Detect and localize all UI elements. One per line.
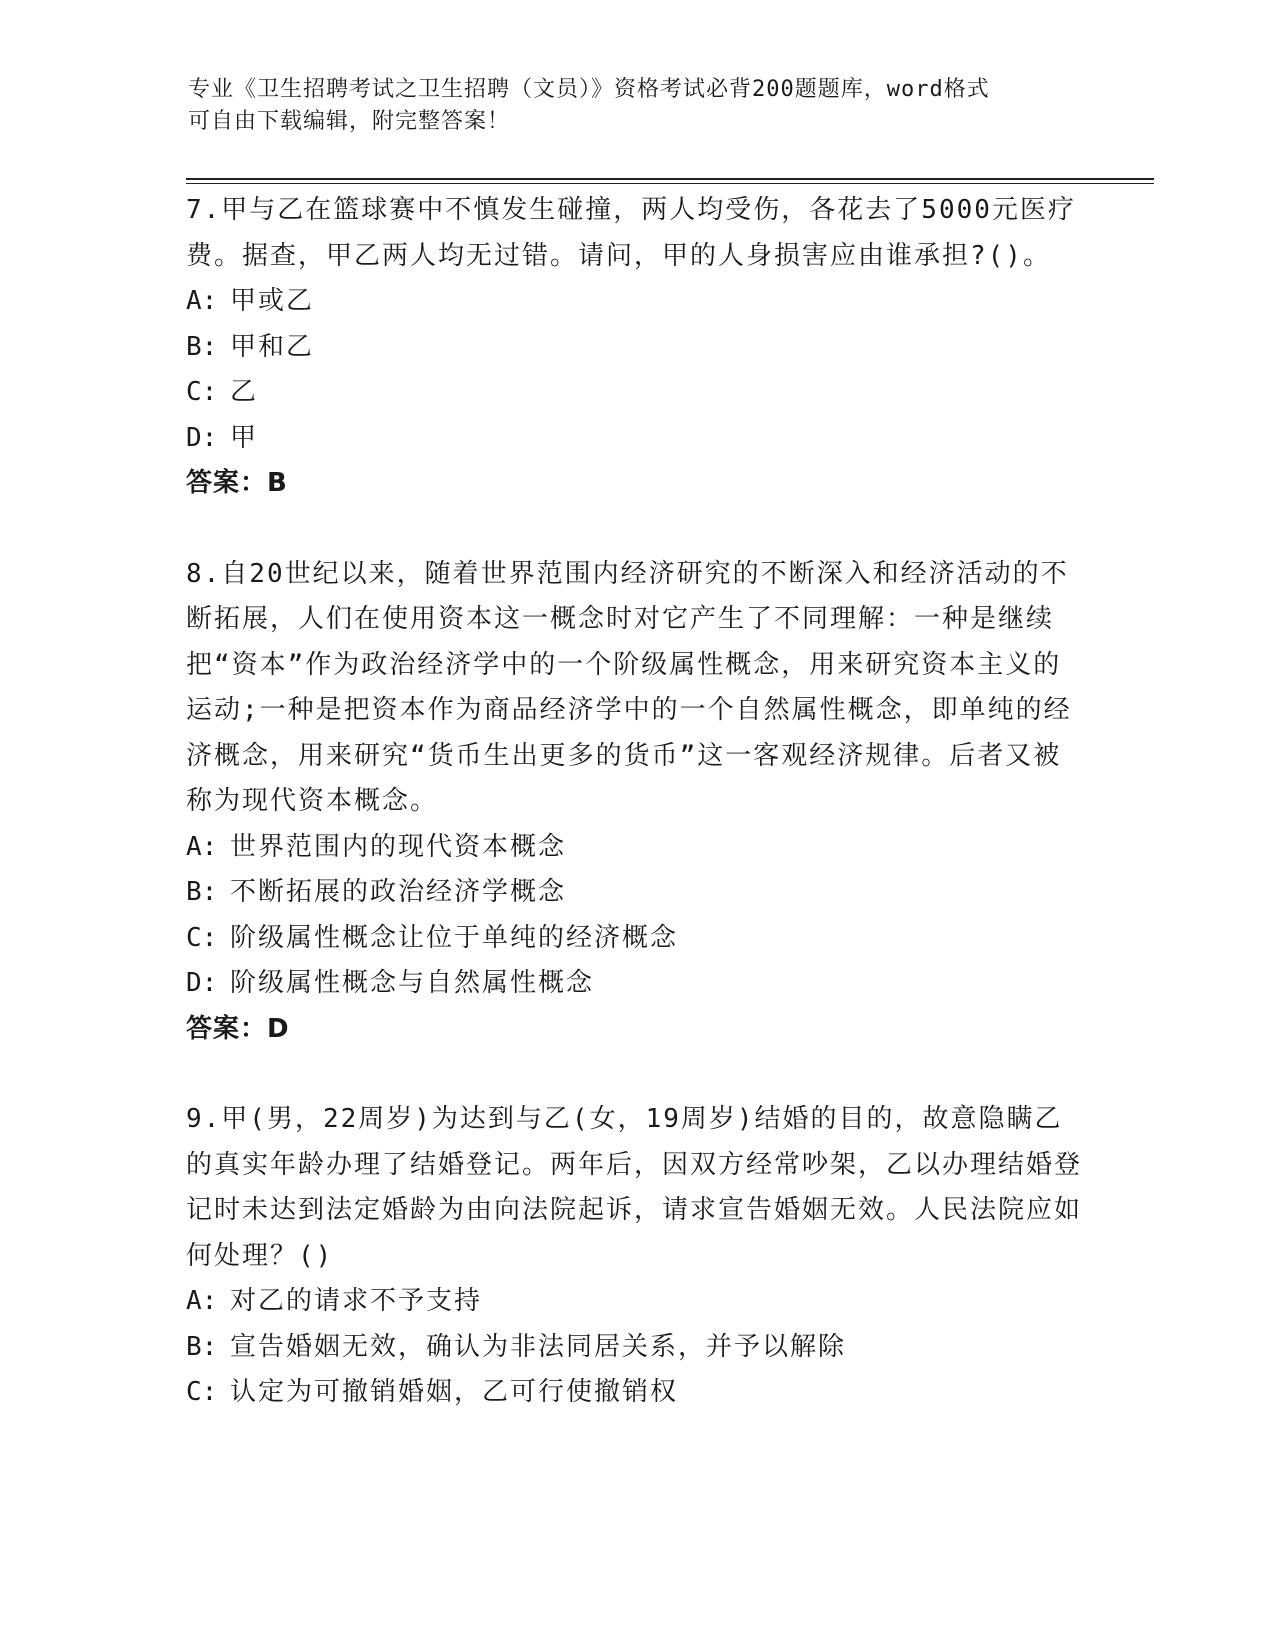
- option-key: A:: [186, 286, 218, 316]
- option-key: D:: [186, 968, 218, 998]
- question-list: [186, 188, 1086, 1416]
- option-text: 阶级属性概念与自然属性概念: [230, 968, 595, 998]
- answer-label: 答案：D: [186, 1013, 290, 1044]
- option-key: A:: [186, 831, 218, 862]
- option-b: [186, 1325, 1086, 1371]
- option-b: [186, 325, 1086, 371]
- question-block: [186, 552, 1086, 1053]
- option-c: [186, 1370, 1086, 1416]
- header-divider-thick: [186, 178, 1154, 180]
- question-stem: 8.自20世纪以来，随着世界范围内经济研究的不断深入和经济活动的不断拓展，人们在使用资本这一概念时对它产生了不同理解：一种是继续把“资本”作为政治经济学中的一个阶级属性概念，用来研究资本主义的运动;一种是把资本作为商品经济学中的一个自然属性概念，即单纯的经济概念，用来研究“货币生出更多的货币”这一客观经济规律。后者又被称为现代资本概念。: [186, 558, 1072, 816]
- question-stem: 9.甲(男，22周岁)为达到与乙(女，19周岁)结婚的目的，故意隐瞒乙的真实年龄办理了结婚登记。两年后，因双方经常吵架，乙以办理结婚登记时未达到法定婚龄为由向法院起诉，请求宣告婚姻无效。人民法院应如何处理？(): [186, 1104, 1083, 1271]
- document-header: [188, 74, 1068, 138]
- spacer: [186, 1052, 1086, 1097]
- option-text: 认定为可撤销婚姻，乙可行使撤销权: [230, 1377, 679, 1407]
- option-d: [186, 416, 1086, 462]
- option-a: [186, 825, 1086, 871]
- option-key: C:: [186, 1377, 218, 1407]
- option-key: C:: [186, 377, 218, 407]
- option-key: C:: [186, 922, 218, 953]
- option-text: 甲: [230, 422, 259, 453]
- option-c: [186, 370, 1086, 416]
- option-text: 宣告婚姻无效，确认为非法同居关系，并予以解除: [230, 1331, 847, 1362]
- option-a: [186, 279, 1086, 325]
- header-line-1: 专业《卫生招聘考试之卫生招聘（文员）》资格考试必背200题题库，word格式: [188, 77, 990, 102]
- option-text: 乙: [230, 377, 259, 407]
- header-divider-thin: [186, 183, 1154, 184]
- question-stem: 7.甲与乙在篮球赛中不慎发生碰撞，两人均受伤，各花去了5000元医疗费。据查，甲乙两人均无过错。请问，甲的人身损害应由谁承担?()。: [186, 195, 1076, 271]
- option-key: D:: [186, 422, 218, 453]
- option-c: [186, 916, 1086, 962]
- option-key: B:: [186, 1331, 218, 1362]
- option-text: 对乙的请求不予支持: [230, 1286, 483, 1316]
- option-key: B:: [186, 331, 218, 362]
- option-text: 不断拓展的政治经济学概念: [230, 877, 567, 907]
- option-text: 甲和乙: [230, 331, 315, 362]
- question-block: [186, 1097, 1086, 1416]
- option-key: A:: [186, 1286, 218, 1316]
- header-line-2: 可自由下载编辑，附完整答案！: [188, 109, 511, 134]
- spacer: [186, 507, 1086, 552]
- option-text: 阶级属性概念让位于单纯的经济概念: [230, 922, 679, 953]
- answer-label: 答案：B: [186, 468, 288, 498]
- question-block: [186, 188, 1086, 507]
- option-text: 甲或乙: [230, 286, 315, 316]
- option-d: [186, 961, 1086, 1007]
- option-b: [186, 870, 1086, 916]
- option-key: B:: [186, 877, 218, 907]
- option-text: 世界范围内的现代资本概念: [230, 831, 567, 862]
- option-a: [186, 1279, 1086, 1325]
